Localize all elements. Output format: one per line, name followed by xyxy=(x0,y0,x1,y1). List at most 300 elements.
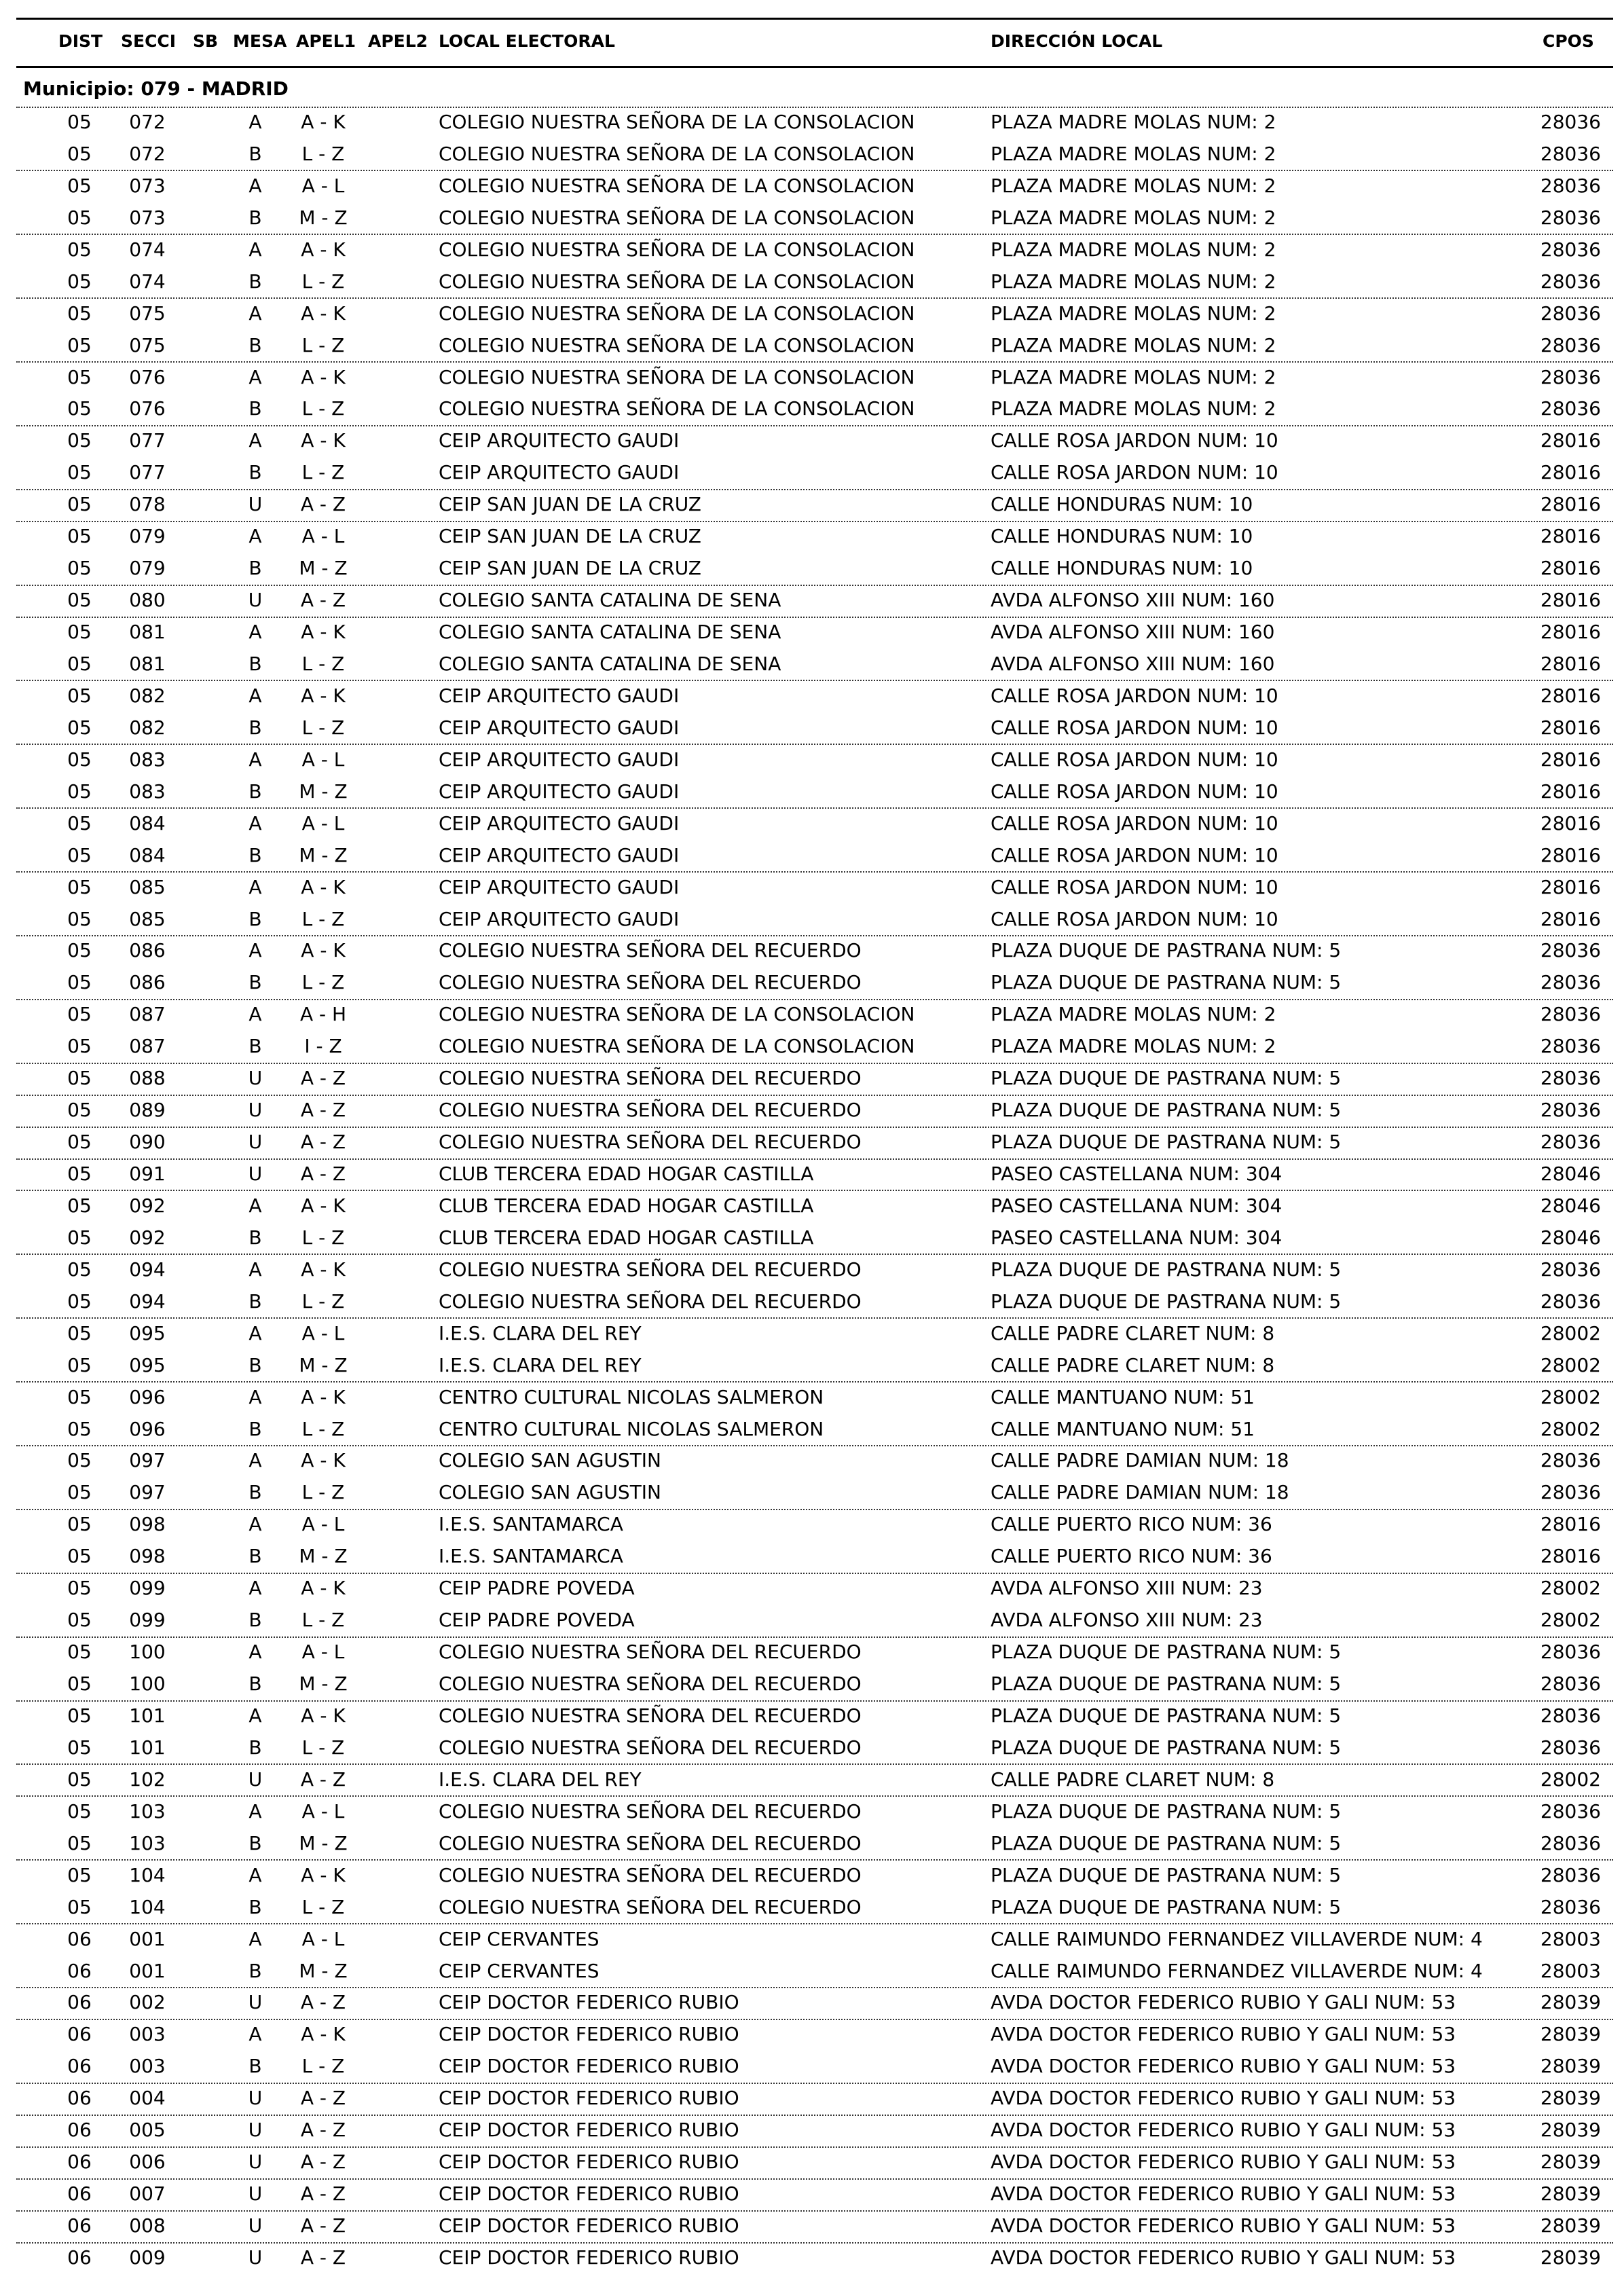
cell-sb-mesa: B xyxy=(248,270,262,293)
cell-sb-mesa: B xyxy=(248,1481,262,1504)
cell-secci: 094 xyxy=(129,1258,166,1281)
cell-secci: 091 xyxy=(129,1163,166,1186)
cell-dist: 05 xyxy=(67,1417,92,1440)
cell-direccion-local: CALLE ROSA JARDON NUM: 10 xyxy=(991,907,1278,930)
cell-direccion-local: PLAZA DUQUE DE PASTRANA NUM: 5 xyxy=(991,971,1342,994)
cell-apel1: L - Z xyxy=(301,1226,345,1249)
cell-secci: 001 xyxy=(129,1959,166,1982)
cell-sb-mesa: U xyxy=(248,1163,263,1186)
cell-dist: 05 xyxy=(67,429,92,452)
row-separator xyxy=(16,744,1613,745)
cell-cpos: 28036 xyxy=(1540,333,1601,356)
cell-local-electoral: CENTRO CULTURAL NICOLAS SALMERON xyxy=(439,1417,824,1440)
cell-sb-mesa: A xyxy=(248,939,262,962)
cell-direccion-local: PLAZA MADRE MOLAS NUM: 2 xyxy=(991,142,1276,165)
cell-local-electoral: CEIP SAN JUAN DE LA CRUZ xyxy=(439,493,701,516)
cell-secci: 077 xyxy=(129,461,166,484)
header-cpos: CPOS xyxy=(1543,31,1594,51)
cell-direccion-local: CALLE PUERTO RICO NUM: 36 xyxy=(991,1513,1272,1536)
cell-cpos: 28039 xyxy=(1540,2151,1601,2174)
cell-direccion-local: CALLE PADRE CLARET NUM: 8 xyxy=(991,1321,1275,1344)
cell-local-electoral: COLEGIO NUESTRA SEÑORA DE LA CONSOLACION xyxy=(439,301,915,325)
cell-dist: 05 xyxy=(67,206,92,229)
cell-direccion-local: CALLE HONDURAS NUM: 10 xyxy=(991,557,1253,580)
cell-cpos: 28039 xyxy=(1540,2214,1601,2237)
cell-direccion-local: CALLE HONDURAS NUM: 10 xyxy=(991,525,1253,548)
cell-cpos: 28036 xyxy=(1540,270,1601,293)
row-separator xyxy=(16,107,1613,108)
cell-local-electoral: CEIP ARQUITECTO GAUDI xyxy=(439,461,680,484)
cell-direccion-local: PLAZA MADRE MOLAS NUM: 2 xyxy=(991,111,1276,133)
cell-dist: 05 xyxy=(67,939,92,962)
cell-cpos: 28016 xyxy=(1540,652,1601,675)
cell-dist: 05 xyxy=(67,1672,92,1696)
cell-secci: 079 xyxy=(129,557,166,580)
cell-direccion-local: CALLE ROSA JARDON NUM: 10 xyxy=(991,748,1278,771)
cell-dist: 05 xyxy=(67,684,92,707)
cell-apel1: A - L xyxy=(301,1321,345,1344)
cell-cpos: 28036 xyxy=(1540,301,1601,325)
cell-cpos: 28036 xyxy=(1540,206,1601,229)
cell-sb-mesa: B xyxy=(248,971,262,994)
cell-local-electoral: CEIP SAN JUAN DE LA CRUZ xyxy=(439,525,701,548)
cell-sb-mesa: A xyxy=(248,875,262,898)
cell-secci: 084 xyxy=(129,843,166,866)
cell-direccion-local: CALLE ROSA JARDON NUM: 10 xyxy=(991,684,1278,707)
cell-sb-mesa: B xyxy=(248,461,262,484)
municipio-value: 079 - MADRID xyxy=(141,77,289,100)
cell-direccion-local: PLAZA MADRE MOLAS NUM: 2 xyxy=(991,1035,1276,1058)
cell-direccion-local: PLAZA DUQUE DE PASTRANA NUM: 5 xyxy=(991,1641,1342,1664)
cell-dist: 05 xyxy=(67,971,92,994)
cell-local-electoral: COLEGIO NUESTRA SEÑORA DEL RECUERDO xyxy=(439,939,862,962)
cell-sb-mesa: A xyxy=(248,429,262,452)
cell-sb-mesa: A xyxy=(248,1258,262,1281)
row-separator xyxy=(16,1445,1613,1446)
cell-secci: 101 xyxy=(129,1736,166,1759)
cell-apel1: A - Z xyxy=(300,2214,346,2237)
cell-secci: 074 xyxy=(129,238,166,261)
cell-local-electoral: CEIP ARQUITECTO GAUDI xyxy=(439,429,680,452)
cell-sb-mesa: U xyxy=(248,2182,263,2206)
cell-direccion-local: AVDA ALFONSO XIII NUM: 23 xyxy=(991,1577,1263,1600)
cell-local-electoral: CEIP DOCTOR FEDERICO RUBIO xyxy=(439,2151,739,2174)
cell-sb-mesa: U xyxy=(248,2246,263,2269)
cell-cpos: 28016 xyxy=(1540,843,1601,866)
cell-secci: 085 xyxy=(129,875,166,898)
cell-apel1: A - K xyxy=(301,1577,346,1600)
cell-dist: 05 xyxy=(67,1704,92,1727)
cell-cpos: 28036 xyxy=(1540,1258,1601,1281)
cell-sb-mesa: U xyxy=(248,2151,263,2174)
cell-cpos: 28036 xyxy=(1540,397,1601,420)
cell-local-electoral: COLEGIO NUESTRA SEÑORA DEL RECUERDO xyxy=(439,1099,862,1122)
cell-secci: 096 xyxy=(129,1385,166,1408)
cell-local-electoral: CEIP PADRE POVEDA xyxy=(439,1609,635,1632)
cell-apel1: A - Z xyxy=(300,589,346,612)
cell-sb-mesa: B xyxy=(248,1417,262,1440)
cell-secci: 081 xyxy=(129,621,166,644)
cell-apel1: A - Z xyxy=(300,1991,346,2014)
cell-direccion-local: PLAZA DUQUE DE PASTRANA NUM: 5 xyxy=(991,1704,1342,1727)
cell-dist: 05 xyxy=(67,1895,92,1918)
cell-cpos: 28046 xyxy=(1540,1194,1601,1217)
cell-dist: 05 xyxy=(67,1099,92,1122)
header-mesa: MESA xyxy=(233,31,287,51)
cell-local-electoral: COLEGIO NUESTRA SEÑORA DE LA CONSOLACION xyxy=(439,365,915,388)
cell-cpos: 28002 xyxy=(1540,1385,1601,1408)
cell-local-electoral: COLEGIO NUESTRA SEÑORA DEL RECUERDO xyxy=(439,1641,862,1664)
cell-dist: 06 xyxy=(67,2023,92,2046)
cell-secci: 008 xyxy=(129,2214,166,2237)
cell-local-electoral: COLEGIO SAN AGUSTIN xyxy=(439,1449,662,1472)
cell-cpos: 28016 xyxy=(1540,811,1601,835)
cell-dist: 06 xyxy=(67,1927,92,1950)
cell-secci: 075 xyxy=(129,301,166,325)
row-separator xyxy=(16,1095,1613,1096)
cell-sb-mesa: A xyxy=(248,748,262,771)
cell-cpos: 28002 xyxy=(1540,1417,1601,1440)
cell-sb-mesa: U xyxy=(248,2119,263,2142)
cell-secci: 073 xyxy=(129,174,166,197)
cell-dist: 05 xyxy=(67,1289,92,1313)
row-separator xyxy=(16,1987,1613,1988)
cell-local-electoral: CEIP DOCTOR FEDERICO RUBIO xyxy=(439,2214,739,2237)
cell-local-electoral: COLEGIO NUESTRA SEÑORA DEL RECUERDO xyxy=(439,1863,862,1886)
header-sb: SB xyxy=(193,31,219,51)
cell-cpos: 28016 xyxy=(1540,525,1601,548)
cell-local-electoral: COLEGIO SANTA CATALINA DE SENA xyxy=(439,621,781,644)
cell-sb-mesa: B xyxy=(248,557,262,580)
cell-apel1: A - Z xyxy=(300,1163,346,1186)
cell-cpos: 28039 xyxy=(1540,2087,1601,2110)
row-separator xyxy=(16,1190,1613,1191)
cell-sb-mesa: B xyxy=(248,397,262,420)
cell-secci: 078 xyxy=(129,493,166,516)
cell-sb-mesa: B xyxy=(248,1895,262,1918)
row-separator xyxy=(16,1700,1613,1702)
cell-apel1: L - Z xyxy=(301,461,345,484)
cell-apel1: A - K xyxy=(301,1258,346,1281)
cell-secci: 081 xyxy=(129,652,166,675)
cell-apel1: A - L xyxy=(301,1927,345,1950)
cell-dist: 05 xyxy=(67,780,92,803)
cell-sb-mesa: B xyxy=(248,1609,262,1632)
cell-dist: 05 xyxy=(67,1131,92,1154)
row-separator xyxy=(16,2115,1613,2116)
cell-secci: 102 xyxy=(129,1768,166,1791)
row-separator xyxy=(16,935,1613,936)
cell-sb-mesa: B xyxy=(248,1545,262,1568)
cell-sb-mesa: A xyxy=(248,684,262,707)
cell-cpos: 28002 xyxy=(1540,1768,1601,1791)
cell-direccion-local: PASEO CASTELLANA NUM: 304 xyxy=(991,1226,1282,1249)
cell-apel1: A - K xyxy=(301,621,346,644)
cell-dist: 06 xyxy=(67,1959,92,1982)
cell-apel1: A - K xyxy=(301,684,346,707)
cell-sb-mesa: A xyxy=(248,1641,262,1664)
cell-local-electoral: CEIP DOCTOR FEDERICO RUBIO xyxy=(439,2119,739,2142)
cell-direccion-local: PLAZA DUQUE DE PASTRANA NUM: 5 xyxy=(991,1863,1342,1886)
cell-dist: 05 xyxy=(67,748,92,771)
cell-cpos: 28036 xyxy=(1540,1131,1601,1154)
row-separator xyxy=(16,1381,1613,1383)
cell-local-electoral: COLEGIO NUESTRA SEÑORA DE LA CONSOLACION xyxy=(439,111,915,133)
cell-cpos: 28016 xyxy=(1540,907,1601,930)
cell-secci: 073 xyxy=(129,206,166,229)
cell-cpos: 28036 xyxy=(1540,971,1601,994)
header-apel1: APEL1 xyxy=(296,31,356,51)
cell-cpos: 28036 xyxy=(1540,1831,1601,1854)
cell-cpos: 28036 xyxy=(1540,111,1601,133)
cell-sb-mesa: B xyxy=(248,206,262,229)
cell-apel1: A - L xyxy=(301,1799,345,1823)
cell-direccion-local: AVDA DOCTOR FEDERICO RUBIO Y GALI NUM: 53 xyxy=(991,2246,1456,2269)
row-separator xyxy=(16,297,1613,299)
cell-cpos: 28039 xyxy=(1540,2119,1601,2142)
cell-secci: 087 xyxy=(129,1003,166,1026)
row-separator xyxy=(16,2210,1613,2212)
row-separator xyxy=(16,1859,1613,1861)
row-separator xyxy=(16,521,1613,522)
cell-apel1: L - Z xyxy=(301,142,345,165)
cell-local-electoral: CEIP CERVANTES xyxy=(439,1927,599,1950)
row-separator xyxy=(16,1636,1613,1638)
cell-sb-mesa: U xyxy=(248,589,263,612)
cell-secci: 076 xyxy=(129,365,166,388)
cell-dist: 05 xyxy=(67,1577,92,1600)
cell-direccion-local: CALLE ROSA JARDON NUM: 10 xyxy=(991,461,1278,484)
cell-sb-mesa: B xyxy=(248,1035,262,1058)
cell-apel1: M - Z xyxy=(299,1959,348,1982)
cell-sb-mesa: B xyxy=(248,142,262,165)
row-separator xyxy=(16,1923,1613,1924)
cell-local-electoral: COLEGIO NUESTRA SEÑORA DE LA CONSOLACION xyxy=(439,397,915,420)
row-separator xyxy=(16,1795,1613,1797)
cell-apel1: A - Z xyxy=(300,1099,346,1122)
row-separator xyxy=(16,361,1613,363)
cell-sb-mesa: A xyxy=(248,811,262,835)
cell-dist: 05 xyxy=(67,461,92,484)
cell-apel1: M - Z xyxy=(299,843,348,866)
header-dist: DIST xyxy=(58,31,103,51)
cell-cpos: 28016 xyxy=(1540,557,1601,580)
cell-local-electoral: CENTRO CULTURAL NICOLAS SALMERON xyxy=(439,1385,824,1408)
cell-sb-mesa: B xyxy=(248,716,262,739)
cell-sb-mesa: A xyxy=(248,111,262,133)
cell-dist: 05 xyxy=(67,843,92,866)
cell-cpos: 28036 xyxy=(1540,1289,1601,1313)
cell-apel1: M - Z xyxy=(299,1831,348,1854)
cell-direccion-local: PASEO CASTELLANA NUM: 304 xyxy=(991,1163,1282,1186)
cell-apel1: A - K xyxy=(301,1385,346,1408)
cell-direccion-local: PLAZA MADRE MOLAS NUM: 2 xyxy=(991,365,1276,388)
cell-apel1: A - K xyxy=(301,2023,346,2046)
municipio-label: Municipio: xyxy=(23,77,134,100)
cell-direccion-local: CALLE ROSA JARDON NUM: 10 xyxy=(991,811,1278,835)
cell-sb-mesa: U xyxy=(248,1768,263,1791)
cell-secci: 009 xyxy=(129,2246,166,2269)
cell-apel1: A - K xyxy=(301,301,346,325)
cell-apel1: M - Z xyxy=(299,1545,348,1568)
cell-secci: 103 xyxy=(129,1799,166,1823)
row-separator xyxy=(16,1158,1613,1160)
cell-cpos: 28016 xyxy=(1540,716,1601,739)
cell-sb-mesa: B xyxy=(248,333,262,356)
cell-apel1: L - Z xyxy=(301,907,345,930)
cell-cpos: 28016 xyxy=(1540,493,1601,516)
cell-secci: 001 xyxy=(129,1927,166,1950)
header-direccion-local: DIRECCIÓN LOCAL xyxy=(991,31,1163,51)
cell-local-electoral: COLEGIO NUESTRA SEÑORA DEL RECUERDO xyxy=(439,1895,862,1918)
cell-cpos: 28003 xyxy=(1540,1927,1601,1950)
cell-local-electoral: COLEGIO NUESTRA SEÑORA DE LA CONSOLACION xyxy=(439,1035,915,1058)
cell-sb-mesa: U xyxy=(248,1067,263,1090)
cell-dist: 05 xyxy=(67,1831,92,1854)
cell-dist: 05 xyxy=(67,238,92,261)
cell-direccion-local: AVDA DOCTOR FEDERICO RUBIO Y GALI NUM: 53 xyxy=(991,2214,1456,2237)
cell-cpos: 28003 xyxy=(1540,1959,1601,1982)
cell-apel1: A - K xyxy=(301,238,346,261)
cell-local-electoral: CEIP ARQUITECTO GAUDI xyxy=(439,875,680,898)
cell-local-electoral: CEIP ARQUITECTO GAUDI xyxy=(439,684,680,707)
cell-sb-mesa: U xyxy=(248,1099,263,1122)
cell-dist: 05 xyxy=(67,621,92,644)
cell-sb-mesa: A xyxy=(248,238,262,261)
cell-apel1: M - Z xyxy=(299,557,348,580)
cell-direccion-local: PLAZA DUQUE DE PASTRANA NUM: 5 xyxy=(991,1099,1342,1122)
cell-cpos: 28039 xyxy=(1540,2246,1601,2269)
cell-cpos: 28016 xyxy=(1540,748,1601,771)
cell-apel1: L - Z xyxy=(301,652,345,675)
cell-local-electoral: CEIP DOCTOR FEDERICO RUBIO xyxy=(439,1991,739,2014)
cell-secci: 087 xyxy=(129,1035,166,1058)
cell-direccion-local: PLAZA DUQUE DE PASTRANA NUM: 5 xyxy=(991,1067,1342,1090)
row-separator xyxy=(16,1254,1613,1255)
cell-apel1: A - H xyxy=(299,1003,347,1026)
cell-cpos: 28046 xyxy=(1540,1163,1601,1186)
cell-local-electoral: COLEGIO NUESTRA SEÑORA DE LA CONSOLACION xyxy=(439,1003,915,1026)
cell-apel1: A - L xyxy=(301,748,345,771)
row-separator xyxy=(16,1573,1613,1574)
cell-direccion-local: PASEO CASTELLANA NUM: 304 xyxy=(991,1194,1282,1217)
cell-direccion-local: CALLE RAIMUNDO FERNANDEZ VILLAVERDE NUM: 4 xyxy=(991,1927,1483,1950)
cell-dist: 05 xyxy=(67,365,92,388)
cell-local-electoral: COLEGIO NUESTRA SEÑORA DEL RECUERDO xyxy=(439,1258,862,1281)
row-separator xyxy=(16,234,1613,235)
row-separator xyxy=(16,2178,1613,2180)
cell-sb-mesa: B xyxy=(248,1353,262,1376)
cell-direccion-local: CALLE PADRE DAMIAN NUM: 18 xyxy=(991,1481,1289,1504)
cell-apel1: A - Z xyxy=(300,493,346,516)
cell-secci: 096 xyxy=(129,1417,166,1440)
cell-local-electoral: COLEGIO NUESTRA SEÑORA DE LA CONSOLACION xyxy=(439,270,915,293)
cell-apel1: L - Z xyxy=(301,971,345,994)
cell-apel1: M - Z xyxy=(299,780,348,803)
cell-cpos: 28039 xyxy=(1540,2182,1601,2206)
cell-apel1: L - Z xyxy=(301,1417,345,1440)
cell-sb-mesa: U xyxy=(248,1131,263,1154)
cell-dist: 05 xyxy=(67,1545,92,1568)
cell-sb-mesa: A xyxy=(248,1799,262,1823)
cell-dist: 05 xyxy=(67,1768,92,1791)
cell-cpos: 28016 xyxy=(1540,684,1601,707)
cell-secci: 072 xyxy=(129,142,166,165)
cell-secci: 098 xyxy=(129,1545,166,1568)
cell-sb-mesa: B xyxy=(248,907,262,930)
cell-local-electoral: CLUB TERCERA EDAD HOGAR CASTILLA xyxy=(439,1163,814,1186)
cell-apel1: L - Z xyxy=(301,333,345,356)
cell-local-electoral: CEIP ARQUITECTO GAUDI xyxy=(439,811,680,835)
cell-sb-mesa: A xyxy=(248,1704,262,1727)
cell-local-electoral: COLEGIO NUESTRA SEÑORA DEL RECUERDO xyxy=(439,1704,862,1727)
cell-apel1: A - Z xyxy=(300,2119,346,2142)
cell-secci: 100 xyxy=(129,1641,166,1664)
row-separator xyxy=(16,2083,1613,2084)
cell-secci: 090 xyxy=(129,1131,166,1154)
cell-direccion-local: PLAZA DUQUE DE PASTRANA NUM: 5 xyxy=(991,1895,1342,1918)
cell-sb-mesa: A xyxy=(248,1449,262,1472)
cell-cpos: 28036 xyxy=(1540,1863,1601,1886)
cell-apel1: A - L xyxy=(301,174,345,197)
cell-dist: 05 xyxy=(67,397,92,420)
cell-local-electoral: CEIP PADRE POVEDA xyxy=(439,1577,635,1600)
cell-secci: 003 xyxy=(129,2055,166,2078)
cell-apel1: A - K xyxy=(301,365,346,388)
cell-secci: 086 xyxy=(129,939,166,962)
cell-dist: 05 xyxy=(67,270,92,293)
cell-direccion-local: AVDA DOCTOR FEDERICO RUBIO Y GALI NUM: 53 xyxy=(991,2055,1456,2078)
cell-apel1: L - Z xyxy=(301,1289,345,1313)
cell-dist: 05 xyxy=(67,1609,92,1632)
cell-cpos: 28036 xyxy=(1540,1003,1601,1026)
cell-direccion-local: PLAZA MADRE MOLAS NUM: 2 xyxy=(991,333,1276,356)
cell-sb-mesa: U xyxy=(248,2087,263,2110)
cell-apel1: L - Z xyxy=(301,1895,345,1918)
cell-cpos: 28016 xyxy=(1540,1513,1601,1536)
cell-local-electoral: CEIP DOCTOR FEDERICO RUBIO xyxy=(439,2087,739,2110)
cell-direccion-local: PLAZA DUQUE DE PASTRANA NUM: 5 xyxy=(991,1799,1342,1823)
cell-secci: 099 xyxy=(129,1577,166,1600)
cell-dist: 06 xyxy=(67,1991,92,2014)
header-local-electoral: LOCAL ELECTORAL xyxy=(439,31,615,51)
cell-dist: 05 xyxy=(67,589,92,612)
cell-sb-mesa: B xyxy=(248,652,262,675)
cell-secci: 099 xyxy=(129,1609,166,1632)
cell-apel1: I - Z xyxy=(304,1035,342,1058)
cell-direccion-local: PLAZA DUQUE DE PASTRANA NUM: 5 xyxy=(991,1736,1342,1759)
cell-secci: 083 xyxy=(129,780,166,803)
cell-sb-mesa: B xyxy=(248,1672,262,1696)
cell-sb-mesa: B xyxy=(248,1736,262,1759)
cell-cpos: 28036 xyxy=(1540,1067,1601,1090)
cell-local-electoral: COLEGIO NUESTRA SEÑORA DE LA CONSOLACION xyxy=(439,206,915,229)
cell-cpos: 28016 xyxy=(1540,621,1601,644)
row-separator xyxy=(16,585,1613,586)
cell-cpos: 28046 xyxy=(1540,1226,1601,1249)
cell-direccion-local: PLAZA MADRE MOLAS NUM: 2 xyxy=(991,174,1276,197)
cell-apel1: A - Z xyxy=(300,2246,346,2269)
cell-local-electoral: COLEGIO NUESTRA SEÑORA DEL RECUERDO xyxy=(439,1289,862,1313)
cell-apel1: A - K xyxy=(301,429,346,452)
cell-local-electoral: CEIP ARQUITECTO GAUDI xyxy=(439,748,680,771)
cell-local-electoral: I.E.S. CLARA DEL REY xyxy=(439,1768,642,1791)
cell-dist: 06 xyxy=(67,2182,92,2206)
cell-dist: 05 xyxy=(67,1163,92,1186)
cell-cpos: 28039 xyxy=(1540,2023,1601,2046)
cell-apel1: L - Z xyxy=(301,397,345,420)
cell-direccion-local: AVDA ALFONSO XIII NUM: 160 xyxy=(991,652,1275,675)
